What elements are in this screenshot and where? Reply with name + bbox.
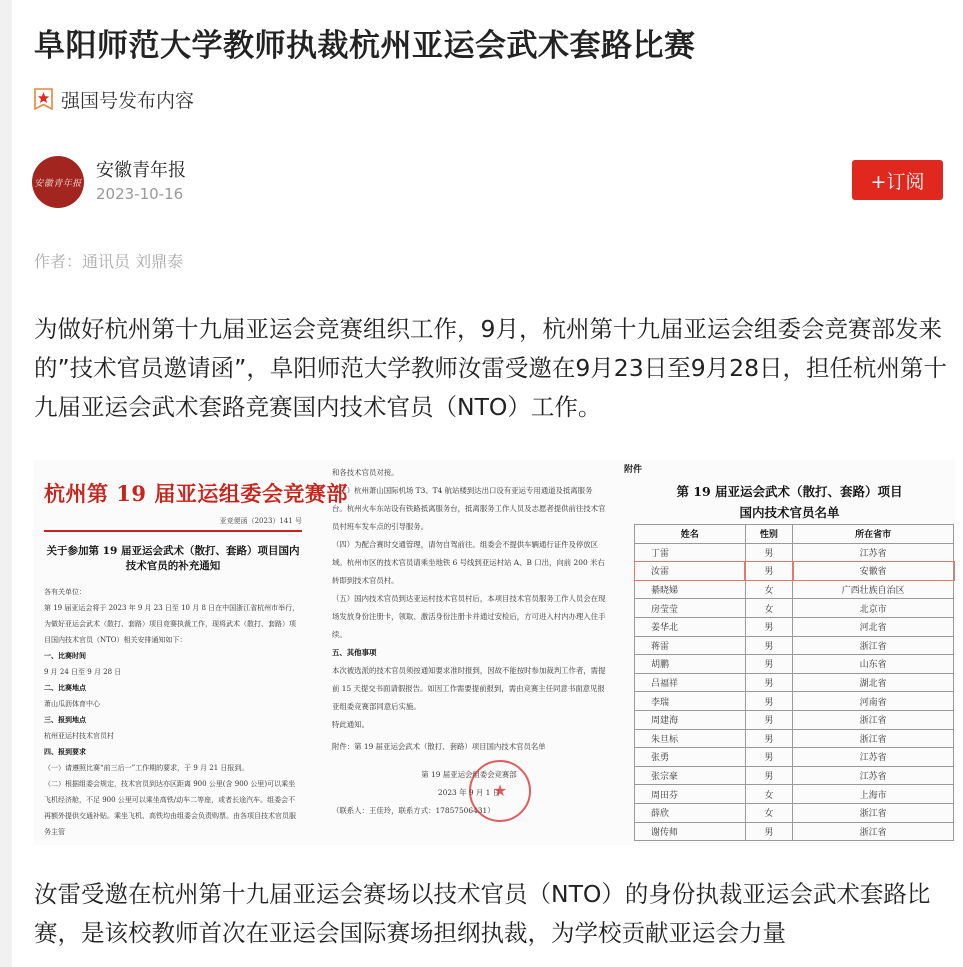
table-row — [635, 692, 954, 711]
cell-name: 周田芬 — [635, 785, 746, 804]
cell-province: 江苏省 — [793, 766, 954, 785]
table-row — [635, 822, 954, 841]
cell-province: 浙江省 — [793, 822, 954, 841]
notice-line: 2023 年 9 月 1 日 — [437, 788, 501, 797]
cell-name: 周建海 — [635, 710, 746, 729]
cell-name: 姜华北 — [635, 617, 746, 636]
cell-province: 浙江省 — [793, 710, 954, 729]
notice-line: 特此通知。 — [332, 720, 369, 729]
cell-gender: 男 — [745, 636, 793, 655]
cell-province: 安徽省 — [793, 562, 954, 581]
notice-line: （一）请遵照比赛“前三后一”工作期的要求，于 9 月 21 日报到。 — [44, 764, 249, 772]
notice-line: 萧山瓜沥体育中心 — [44, 700, 100, 708]
table-row — [635, 562, 954, 581]
notice-body-1 — [44, 584, 302, 840]
cell-gender: 男 — [745, 729, 793, 748]
doc-number: 亚竞便函（2023）141 号 — [219, 517, 302, 525]
cell-province: 上海市 — [793, 785, 954, 804]
cell-province: 浙江省 — [793, 636, 954, 655]
names-page — [622, 460, 955, 845]
cell-province: 河北省 — [793, 617, 954, 636]
org-header: 杭州第 19 届亚运组委会竞赛部 — [44, 481, 348, 506]
notice-title: 关于参加第 19 届亚运会武术（散打、套路）项目国内技术官员的补充通知 — [46, 545, 300, 572]
cell-name: 胡鹏 — [635, 655, 746, 674]
cell-name: 綦晓娣 — [635, 580, 746, 599]
cell-name: 薛欣 — [635, 803, 746, 822]
article-page — [12, 0, 963, 967]
cell-gender: 男 — [745, 766, 793, 785]
cell-gender: 男 — [745, 748, 793, 767]
table-row — [635, 748, 954, 767]
notice-line: 杭州亚运村技术官员村 — [44, 732, 114, 740]
cell-name: 张宗豪 — [635, 766, 746, 785]
cell-province: 江苏省 — [793, 748, 954, 767]
cell-gender: 男 — [745, 543, 793, 562]
cell-name: 汝雷 — [635, 562, 746, 581]
notice-line: （二）根据组委会规定，技术官员到达亦区距离 900 公里(含 900 公里)可以乘坐飞机经济舱，不足 900 公里可以乘坐高铁/动车二等座，或者长途汽车。组委会不再额外提供交通补贴。乘坐飞机、高铁均由组委会负责购票。由各项目技术官员服务主管 — [44, 780, 296, 836]
notice-line: 三、报到地点 — [44, 715, 86, 724]
cell-province: 北京市 — [793, 599, 954, 618]
paragraph-1: 为做好杭州第十九届亚运会竞赛组织工作，9月，杭州第十九届亚运会组委会竞赛部发来的”技术官员邀请函”，阜阳师范大学教师汝雷受邀在9月23日至9月28日，担任杭州第十九届亚运会武术套路竞赛国内技术官员（NTO）工作。 — [34, 315, 948, 421]
notice-line: 四、报到要求 — [44, 747, 86, 756]
cell-gender: 男 — [745, 655, 793, 674]
publish-date: 2023-10-16 — [96, 185, 184, 203]
author-block[interactable] — [32, 156, 186, 208]
notice-line: 五、其他事项 — [332, 648, 377, 657]
names-table — [634, 524, 954, 841]
cell-province: 湖北省 — [793, 673, 954, 692]
cell-province: 河南省 — [793, 692, 954, 711]
notice-page-2 — [324, 460, 614, 845]
author-name[interactable]: 安徽青年报 — [96, 160, 186, 181]
table-header-row — [635, 525, 954, 544]
notice-line: （四）为配合赛时交通管理，请勿自驾前往。组委会不提供车辆通行证件及停放区域。杭州市区的技术官员请乘坐地铁 6 号线到亚运村站 A、B 口出，向前 200 米右转即到技术官员村。 — [332, 540, 605, 585]
byline: 作者：通讯员 刘鼎泰 — [34, 252, 184, 271]
cell-gender: 女 — [745, 785, 793, 804]
notice-line: 一、比赛时间 — [44, 651, 86, 660]
cell-name: 丁雷 — [635, 543, 746, 562]
notice-line: 第 19 届亚运会组委会竞赛部 — [421, 770, 517, 779]
cell-name: 李瑞 — [635, 692, 746, 711]
origin-label: 强国号发布内容 — [61, 89, 195, 112]
author-avatar[interactable]: 安徽青年报 — [32, 156, 84, 208]
table-row — [635, 617, 954, 636]
notice-line: 第 19 届亚运会将于 2023 年 9 月 23 日至 10 月 8 日在中国浙江省杭州市举行，为做好亚运会武术（散打、套路）项目竞赛执裁工作，现将武术（散打、套路）项目国内技术官员（NTO）相关安排通知如下： — [44, 604, 300, 644]
table-row — [635, 710, 954, 729]
cell-gender: 男 — [745, 822, 793, 841]
table-row — [635, 766, 954, 785]
cell-gender: 女 — [745, 599, 793, 618]
notice-page-1 — [34, 460, 348, 845]
cell-gender: 男 — [745, 617, 793, 636]
cell-name: 房莹莹 — [635, 599, 746, 618]
cell-gender: 女 — [745, 803, 793, 822]
cell-province: 山东省 — [793, 655, 954, 674]
article-title: 阜阳师范大学教师执裁杭州亚运会武术套路比赛 — [34, 28, 696, 64]
notice-line: （联系人：王佳玲，联系方式：17857506431） — [332, 806, 495, 815]
table-header: 所在省市 — [793, 525, 954, 544]
subscribe-button[interactable]: +订阅 — [852, 160, 943, 200]
cell-name: 吕福祥 — [635, 673, 746, 692]
cell-name: 朱旦标 — [635, 729, 746, 748]
cell-gender: 男 — [745, 562, 793, 581]
table-title-line2: 国内技术官员名单 — [739, 505, 840, 520]
table-row — [635, 803, 954, 822]
cell-province: 江苏省 — [793, 543, 954, 562]
table-title-line1: 第 19 届亚运会武术（散打、套路）项目 — [676, 484, 903, 499]
table-row — [635, 636, 954, 655]
cell-gender: 男 — [745, 710, 793, 729]
origin-tag — [34, 86, 194, 112]
table-row — [635, 580, 954, 599]
attachment-label: 附件 — [624, 465, 643, 475]
star-badge-icon — [34, 88, 53, 110]
cell-name: 谢传师 — [635, 822, 746, 841]
notice-line: （五）国内技术官员到达亚运村技术官员村后，本项目技术官员服务工作人员会在现场发放身份注册卡，领取、激活身份注册卡并通过安检后，方可进入村内办理入住手续。 — [332, 594, 606, 639]
document-image — [34, 460, 955, 845]
table-header: 姓名 — [635, 525, 746, 544]
cell-province: 广西壮族自治区 — [793, 580, 954, 599]
notice-line: 本次被选派的技术官员须按通知要求准时报到，因故不能按时参加裁判工作者，需提前 15 天提交书面请假报告。如因工作需要提前报到，需由竞赛主任同意书面意见报亚组委竞赛部同意后实施。 — [332, 666, 606, 711]
table-title — [624, 481, 955, 523]
cell-name: 蒋雷 — [635, 636, 746, 655]
notice-line: （三）杭州萧山国际机场 T3、T4 航站楼到达出口设有亚运专用通道及抵离服务台。杭州火车东站设有铁路抵离服务台，抵离服务工作人员及志愿者提供前往技术官员村班车发车点的引导服务。 — [332, 486, 606, 531]
table-row — [635, 655, 954, 674]
notice-line: 各有关单位： — [44, 588, 86, 596]
red-rule — [44, 530, 302, 532]
notice-line: 和各技术官员对接。 — [332, 468, 399, 477]
cell-name: 张勇 — [635, 748, 746, 767]
table-header: 性别 — [745, 525, 793, 544]
cell-gender: 女 — [745, 580, 793, 599]
table-row — [635, 729, 954, 748]
table-row — [635, 673, 954, 692]
paragraph-2: 汝雷受邀在杭州第十九届亚运会赛场以技术官员（NTO）的身份执裁亚运会武术套路比赛，是该校教师首次在亚运会国际赛场担纲执裁，为学校贡献亚运会力量 — [34, 880, 931, 947]
table-row — [635, 785, 954, 804]
cell-gender: 男 — [745, 673, 793, 692]
table-row — [635, 599, 954, 618]
notice-line: 二、比赛地点 — [44, 683, 86, 692]
cell-province: 浙江省 — [793, 729, 954, 748]
cell-gender: 男 — [745, 692, 793, 711]
cell-province: 浙江省 — [793, 803, 954, 822]
notice-line: 9 月 24 日至 9 月 28 日 — [44, 668, 122, 676]
official-seal: ★ — [469, 760, 531, 822]
table-row — [635, 543, 954, 562]
notice-line: 附件：第 19 届亚运会武术（散打、套路）项目国内技术官员名单 — [332, 742, 546, 751]
